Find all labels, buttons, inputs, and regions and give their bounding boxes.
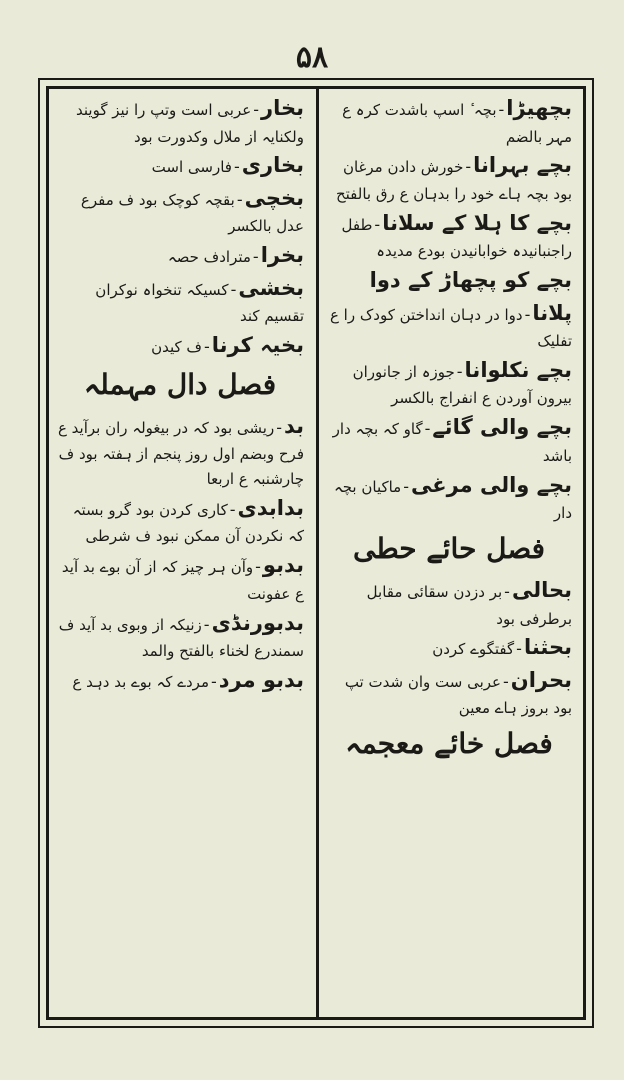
definition: خورش دادن مرغان بود بچہ ہاے خود را بدہان ع رق بالفتح <box>335 158 572 203</box>
dictionary-entry <box>326 469 572 526</box>
dictionary-entry <box>326 92 572 149</box>
entry-dash: - <box>504 581 510 601</box>
definition: وآن ہر چیز کہ از آن بوے بد آید ع عفونت <box>61 558 304 603</box>
entry-dash: - <box>516 639 522 659</box>
headword: بحران <box>510 667 572 692</box>
definition: بر دزدن سقائی مقابل برطرفی بود <box>366 582 572 628</box>
dictionary-entry <box>56 272 304 329</box>
dictionary-entry <box>326 207 572 264</box>
definition: فارسی است <box>151 158 232 177</box>
dictionary-entry <box>56 149 304 182</box>
dictionary-entry <box>326 664 572 721</box>
headword: بخرا <box>260 243 304 268</box>
headword: بحثنا <box>523 635 572 660</box>
entry-dash: - <box>252 247 259 267</box>
entry-dash: - <box>229 499 236 519</box>
section-heading: فصل حائے حطی <box>352 531 546 565</box>
dictionary-entry <box>56 182 304 239</box>
definition: طفل راجنبانیدہ خوابانیدن بودع مدیدہ <box>341 215 572 261</box>
section-heading: فصل خائے معجمہ <box>345 727 553 761</box>
dictionary-entry <box>326 574 572 631</box>
entry-dash: - <box>233 157 240 177</box>
dictionary-entry <box>326 264 572 354</box>
headword: بچے نکلوانا <box>464 357 572 382</box>
entry-dash: - <box>210 671 217 691</box>
definition: زنیکہ از وبوی بد آید ف سمندرع لخناء بالفتح والمد <box>58 615 304 661</box>
headword: بخار <box>261 96 304 120</box>
section-heading: فصل دال مہملہ <box>83 367 277 401</box>
headword: بچے کا ہلا کے سلانا <box>382 210 572 235</box>
headword: بچے بہرانا <box>473 153 572 178</box>
headword: بدبورنڈی <box>211 610 304 635</box>
definition: گاو کہ بچہ دار باشد <box>332 420 572 465</box>
headword: بچے کو پچھاڑ کے دوا پلانا <box>369 268 572 325</box>
entry-dash: - <box>374 214 381 234</box>
entry-dash: - <box>403 476 409 496</box>
definition: گفتگوے کردن <box>432 640 515 659</box>
definition: کاری کردن بود گرو بستہ کہ نکردن آن ممکن نبود ف شرطی <box>72 500 304 546</box>
entry-dash: - <box>276 417 282 437</box>
entry-dash: - <box>498 100 505 119</box>
headword: بد <box>283 413 304 438</box>
entry-dash: - <box>203 337 210 357</box>
entry-dash: - <box>255 557 261 577</box>
entry-dash: - <box>253 100 259 119</box>
definition: ف کیدن <box>151 338 202 357</box>
definition: ریشی بود کہ در بیغولہ ران برآید ع فرح وبضم اول روز پنجم از ہفتہ بود ف چارشنبہ ع اربعا <box>57 418 304 489</box>
dictionary-entry <box>56 492 304 549</box>
entry-dash: - <box>230 279 237 299</box>
definition: عربی است وتپ را نیز گویند ولکنایہ از ملال وکدورت بود <box>76 101 304 146</box>
headword: بچھیڑا <box>506 96 572 120</box>
dictionary-entry <box>56 607 304 664</box>
headword: بخیہ کرنا <box>211 333 304 358</box>
left-column <box>52 92 312 1010</box>
definition: مترادف حصہ <box>167 248 251 267</box>
entry-dash: - <box>524 304 531 324</box>
entry-dash: - <box>465 157 472 177</box>
definition: کسیکہ تنخواہ نوکران تقسیم کند <box>95 280 304 326</box>
headword: بخاری <box>241 153 304 178</box>
column-divider <box>316 86 319 1020</box>
dictionary-entry <box>326 354 572 411</box>
dictionary-entry <box>326 631 572 664</box>
dictionary-entry <box>56 329 304 362</box>
definition: عربی ست وان شدت تپ بود بروز ہاے معین <box>344 672 572 718</box>
right-column <box>322 92 580 1010</box>
headword: بدابدی <box>237 495 304 520</box>
headword: بخچی <box>244 185 304 210</box>
headword: بچے والی گائے <box>432 415 572 440</box>
entry-dash: - <box>424 419 431 439</box>
definition: ماکیان بچہ دار <box>333 477 572 523</box>
headword: بخشی <box>238 275 304 300</box>
dictionary-entry <box>326 411 572 468</box>
dictionary-entry <box>326 149 572 206</box>
dictionary-entry <box>56 664 304 697</box>
definition: دوا در دہان انداختن کودک را ع تفلیک <box>329 305 572 351</box>
dictionary-entry <box>56 549 304 606</box>
entry-dash: - <box>236 189 243 209</box>
definition: جوزہ از جانوران بیرون آوردن ع انفراج بالکسر <box>352 362 572 408</box>
headword: بچے والی مرغی <box>411 472 572 497</box>
headword: بحالی <box>511 577 572 602</box>
entry-dash: - <box>456 361 463 381</box>
page-number: ۵۸ <box>295 40 329 75</box>
dictionary-entry <box>56 239 304 272</box>
definition: بقچہ کوچک بود ف مفرع عدل بالکسر <box>80 190 304 236</box>
headword: بدبو <box>262 553 304 578</box>
definition: مردے کہ بوے بد دہد ع <box>72 672 209 691</box>
dictionary-entry <box>56 92 304 149</box>
entry-dash: - <box>503 671 509 691</box>
dictionary-entry <box>56 410 304 492</box>
entry-dash: - <box>203 614 210 634</box>
headword: بدبو مرد <box>218 667 304 692</box>
definition: بچہ ٔ اسپ باشدت کرہ ع مہر بالضم <box>342 101 572 146</box>
